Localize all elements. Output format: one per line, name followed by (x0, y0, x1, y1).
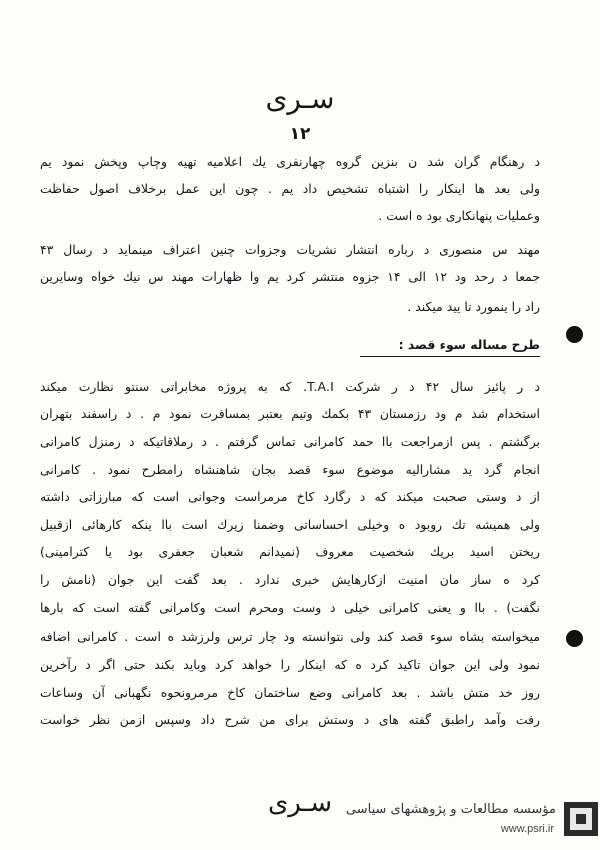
body-line: جمعا د رحد ود ۱۲ الی ۱۴ جزوه منتشر کرد یم وا ظهارات مهند س نیك خواه وسایرین (40, 269, 540, 284)
body-line: راد را ینمورد تا یید میکند . (407, 299, 540, 314)
body-line: کرد ه ساز مان امنیت ازکارهایش خبری ندارد . بعد گفت این جوان (نامش را (40, 572, 540, 587)
body-line: ولی بعد ها اینکار را اشتباه تشخیص داد یم . چون این عمل برخلاف اصول حفاظت (40, 181, 540, 196)
publisher-watermark (340, 800, 598, 844)
classification-header: سـری (265, 82, 335, 115)
section-heading: طرح مساله سوء قصد : (398, 337, 540, 352)
body-line: مهند س منصوری د رباره انتشار نشریات وجزوات چنین اعتراف مینماید د رسال ۴۳ (40, 242, 540, 257)
body-line: انجام گرد ید مشارالیه موضوع سوء قصد بجان شاهنشاه رامطرح نمود . کامرانی (40, 462, 540, 477)
body-line: ولی همیشه تك روبود ه وخیلی احساساتی وضمنا زیرك است باا ینکه کارهائی ازقبیل (40, 517, 540, 532)
body-line: وعملیات پنهانکاری بود ه است . (378, 208, 540, 223)
body-line: استخدام شد م ود رزمستان ۴۳ بکمك وتیم بعتبر بمسافرت نمود م . د راسفند بتهران (40, 406, 540, 421)
punch-hole (566, 326, 583, 343)
institute-logo-icon (564, 802, 598, 836)
body-line: د رهنگام گران شد ن بنزین گروه چهارنفری یك اعلامیه تهیه وچاپ وپخش نمود یم (40, 154, 540, 169)
punch-hole (566, 630, 583, 647)
body-line: روز خد متش باشد . بعد کامرانی وضع ساختمان کاخ مرمرونحوه نگهبانی آن وساعات (40, 685, 540, 700)
body-line: ریختن اسید بریك شخصیت معروف (نمیدانم شعبان جعفری بود یا کترامینی) (40, 544, 540, 559)
body-line: نمود ولی این جوان تاکید کرد ه که اینکار را خواهد کرد وباید بکند حتی اگر د رآخرین (40, 657, 540, 672)
classification-footer: سـری (267, 788, 333, 818)
watermark-url: www.psri.ir (500, 823, 554, 835)
watermark-title: مؤسسه مطالعات و پژوهشهای سیاسی (345, 802, 556, 817)
body-line: از د وستی صحبت میکند که د رگارد کاخ مرمراست وجوانی است که مبارزاتی داشته (40, 489, 540, 504)
body-line: میخواسته بشاه سوء قصد کند ولی نتوانسته ود چار ترس ولرزشد ه است . کامرانی اضافه (40, 629, 540, 644)
body-line: د ر پائیز سال ۴۲ د ر شرکت T.A.I. که به پروژه مخابراتی سنتو نظارت میکند (40, 379, 541, 394)
page-number: ۱۲ (289, 124, 311, 144)
body-line: رفت وآمد راطبق گفته های د وستش برای من شرح داد وسپس ازمن نظر خواست (40, 712, 540, 727)
body-line: نگفت) . باا و یعنی کامرانی خیلی د وست ومحرم است وکامرانی گفته است که بارها (40, 600, 540, 615)
heading-underline (360, 356, 540, 357)
body-line: برگشتم . پس ازمراجعت باا حمد کامرانی تماس گرفتم . د رملاقاتیکه د رمنزل کامرانی (40, 434, 540, 449)
